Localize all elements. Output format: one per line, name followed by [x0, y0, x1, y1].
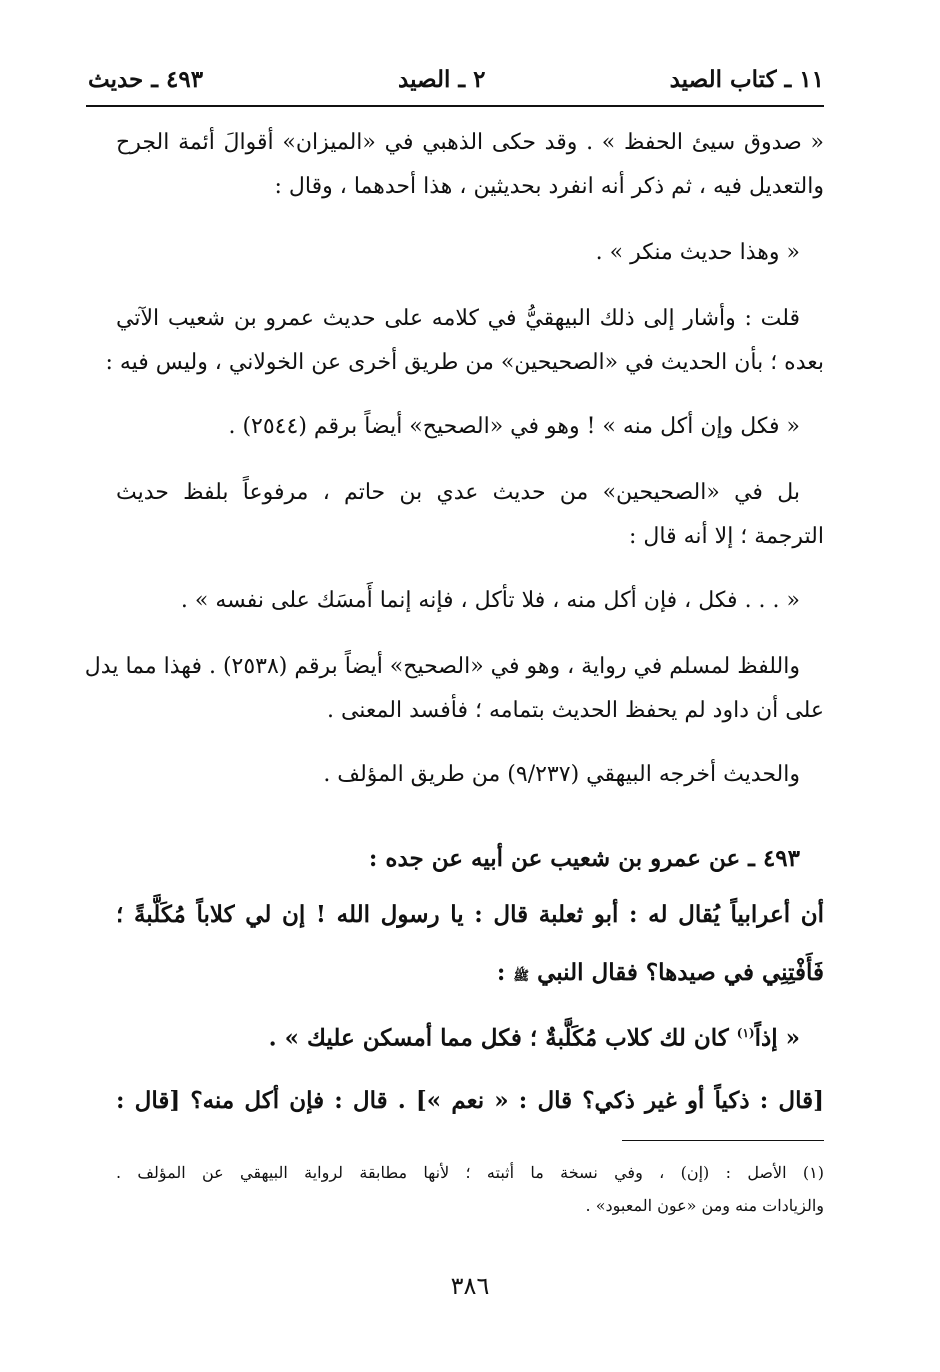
- footnote-marker: (١): [736, 1026, 755, 1040]
- text-line: بعده ؛ بأن الحديث في «الصحيحين» من طريق أخرى عن الخولاني ، وليس فيه :: [105, 350, 824, 375]
- text-line: الترجمة ؛ إلا أنه قال :: [629, 524, 824, 549]
- text-line: « صدوق سيئ الحفظ » . وقد حكى الذهبي في «الميزان» أقوالَ أئمة الجرح: [116, 130, 824, 155]
- hadith-text-line: [قال : ذكياً أو غير ذكي؟ قال : « نعم »] . قال : فإن أكل منه؟ [قال :: [116, 1087, 824, 1114]
- hadith-text-line: [92, 1016, 800, 1056]
- quote-line: « وهذا حديث منكر » .: [595, 240, 800, 265]
- hadith-text-line: [116, 956, 824, 994]
- running-header-book: ١١ ـ كتاب الصيد: [669, 66, 824, 93]
- hadith-text: « إذاً: [754, 1024, 800, 1052]
- text-line: والتعديل فيه ، ثم ذكر أنه انفرد بحديثين ، هذا أحدهما ، وقال :: [274, 174, 824, 199]
- footnote-rule: [622, 1140, 824, 1141]
- honorific-symbol: ﷺ: [513, 969, 530, 984]
- text-line: قلت : وأشار إلى ذلك البيهقيُّ في كلامه على حديث عمرو بن شعيب الآتي: [116, 306, 800, 331]
- hadith-text: كان لك كلاب مُكَلَّبةٌ ؛ فكل مما أمسكن عليك » .: [268, 1024, 729, 1052]
- footnote-line: (١) الأصل : (إن) ، وفي نسخة ما أثبته ؛ لأنها مطابقة لرواية البيهقي عن المؤلف .: [116, 1163, 824, 1182]
- header-rule: [86, 105, 824, 107]
- text-line: بل في «الصحيحين» من حديث عدي بن حاتم ، مرفوعاً بلفظ حديث: [116, 480, 800, 505]
- running-header-chapter: ٢ ـ الصيد: [398, 66, 486, 93]
- footnote-line: والزيادات منه ومن «عون المعبود» .: [585, 1196, 824, 1215]
- hadith-text: فَأَفْتِنِي في صيدها؟ فقال النبي: [537, 959, 824, 986]
- quote-line: « فكل وإن أكل منه » ! وهو في «الصحيح» أيضاً برقم (٢٥٤٤) .: [228, 414, 800, 439]
- colon: :: [496, 959, 506, 986]
- text-line: والحديث أخرجه البيهقي (٩/٢٣٧) من طريق المؤلف .: [323, 762, 800, 787]
- quote-line: « . . . فكل ، فإن أكل منه ، فلا تأكل ، فإنه إنما أَمسَك على نفسه » .: [180, 588, 800, 613]
- page-number: ٣٨٦: [450, 1272, 490, 1300]
- hadith-text-line: أن أعرابياً يُقال له : أبو ثعلبة قال : يا رسول الله ! إن لي كلاباً مُكَلَّبةً ؛: [116, 901, 824, 928]
- text-line: واللفظ لمسلم في رواية ، وهو في «الصحيح» أيضاً برقم (٢٥٣٨) . فهذا مما يدل: [84, 654, 800, 679]
- hadith-title: ٤٩٣ ـ عن عمرو بن شعيب عن أبيه عن جده :: [368, 845, 800, 872]
- text-line: على أن داود لم يحفظ الحديث بتمامه ؛ فأفسد المعنى .: [326, 698, 824, 723]
- running-header-hadith: ٤٩٣ ـ حديث: [88, 66, 204, 93]
